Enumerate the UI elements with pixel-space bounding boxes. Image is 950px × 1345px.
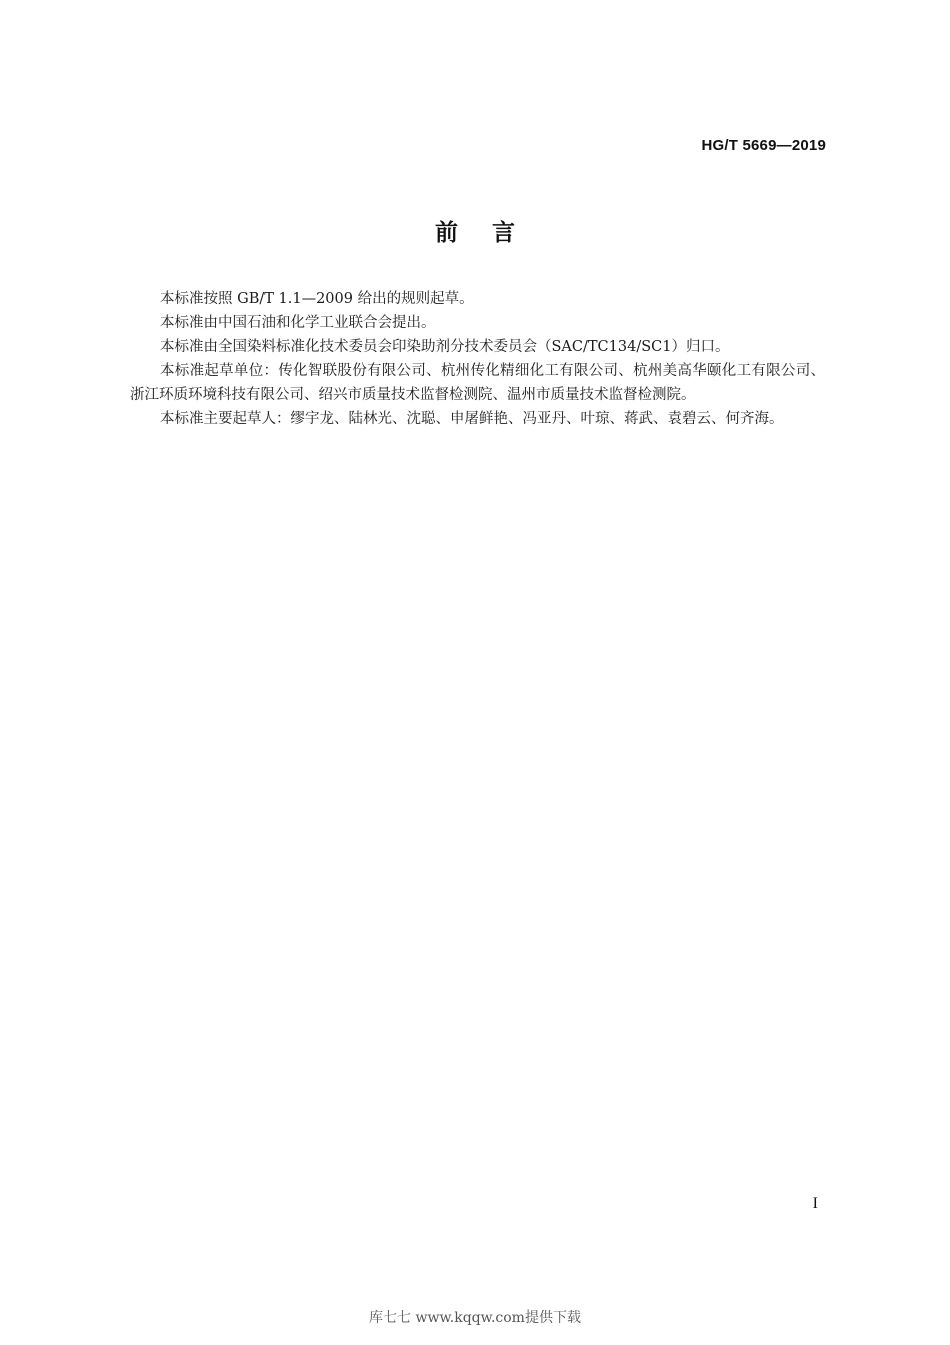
standard-code: HG/T 5669—2019: [701, 137, 826, 154]
download-watermark: 库七七 www.kqqw.com提供下载: [369, 1310, 581, 1326]
page-title: 前言: [435, 220, 549, 246]
paragraph-drafting-rules: 本标准按照 GB/T 1.1—2009 给出的规则起草。: [160, 291, 474, 307]
paragraph-drafters: 本标准主要起草人：缪宇龙、陆林光、沈聪、申屠鲜艳、冯亚丹、叶琼、蒋武、袁碧云、何齐海。: [160, 411, 784, 427]
paragraph-technical-committee: 本标准由全国染料标准化技术委员会印染助剂分技术委员会（SAC/TC134/SC1）归口。: [160, 339, 730, 355]
body-text: [130, 287, 825, 431]
paragraph-drafting-units: 本标准起草单位：传化智联股份有限公司、杭州传化精细化工有限公司、杭州美高华颐化工有限公司、浙江环质环境科技有限公司、绍兴市质量技术监督检测院、温州市质量技术监督检测院。: [130, 363, 825, 403]
paragraph-proposer: 本标准由中国石油和化学工业联合会提出。: [160, 315, 436, 331]
page-number: I: [812, 1195, 818, 1212]
